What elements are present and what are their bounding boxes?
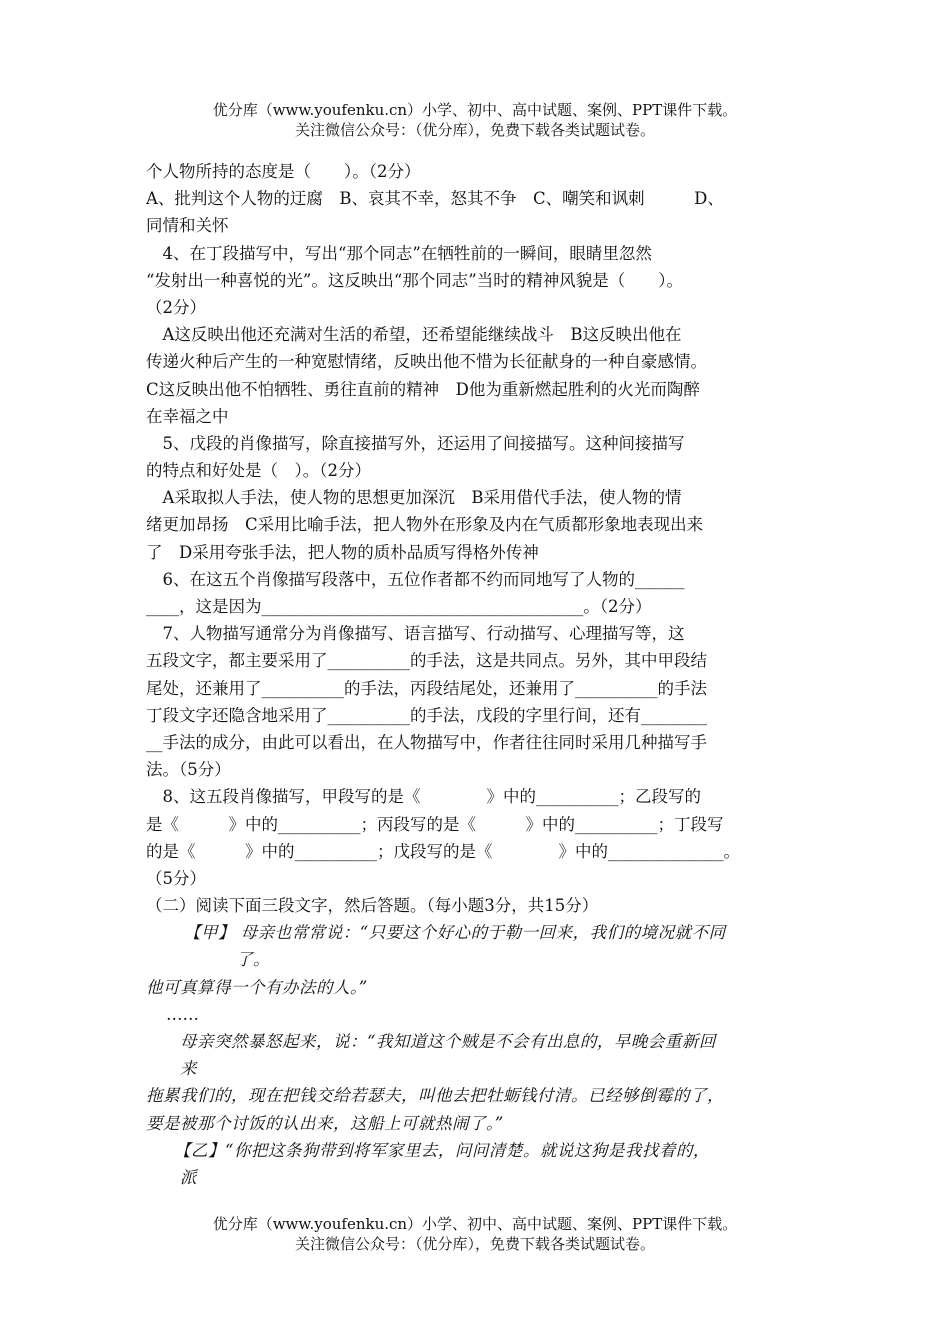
- text-line: （5分）: [146, 868, 206, 888]
- passage-line: 他可真算得一个有办法的人。”: [146, 977, 368, 997]
- passage-yi-line: 【乙】“你把这条狗带到将军家里去，问问清楚。就说这狗是我找着的，: [174, 1140, 710, 1160]
- text-line: （2分）: [146, 297, 206, 317]
- text-line: ____，这是因为_______________________________________。（2分）: [146, 597, 652, 616]
- footer-line-1: 优分库（www.youfenku.cn）小学、初中、高中试题、案例、PPT课件下载。: [212, 1215, 738, 1233]
- passage-yi-label: 【乙】: [174, 1140, 225, 1160]
- text-line: A、批判这个人物的迂腐 B、哀其不幸，怒其不争 C、嘲笑和讽刺 D、: [146, 189, 724, 209]
- text-line: 绪更加昂扬 C采用比喻手法，把人物外在形象及内在气质都形象地表现出来: [146, 515, 704, 535]
- text-line: 的是《 》中的__________；戊段写的是《 》中的______________。: [146, 841, 740, 861]
- ellipsis: ……: [166, 1004, 199, 1024]
- passage-line: 派: [180, 1167, 197, 1187]
- text-line: 法。（5分）: [146, 760, 231, 780]
- text-line: 传递火种后产生的一种宽慰情绪，反映出他不惜为长征献身的一种自豪感情。: [146, 352, 707, 372]
- text-line: 个人物所持的态度是（ ）。（2分）: [146, 162, 421, 181]
- footer-line-2: 关注微信公众号：（优分库），免费下载各类试题试卷。: [294, 1235, 655, 1253]
- question-7: 7、人物描写通常分为肖像描写、语言描写、行动描写、心理描写等，这: [146, 624, 685, 644]
- passage-line: 了。: [236, 950, 270, 970]
- text-line: A这反映出他还充满对生活的希望，还希望能继续战斗 B这反映出他在: [146, 325, 682, 345]
- question-4: 4、在丁段描写中，写出“那个同志”在牺牲前的一瞬间，眼睛里忽然: [146, 243, 652, 263]
- header-line-1: 优分库（www.youfenku.cn）小学、初中、高中试题、案例、PPT课件下载。: [212, 101, 738, 119]
- header-line-2: 关注微信公众号：（优分库），免费下载各类试题试卷。: [294, 121, 655, 139]
- passage-line: 要是被那个讨饭的认出来，这船上可就热闹了。”: [146, 1113, 504, 1133]
- text-line: 五段文字，都主要采用了__________的手法，这是共同点。另外，其中甲段结: [146, 651, 707, 671]
- text-line: 同情和关怀: [146, 216, 229, 236]
- passage-line: 来: [180, 1059, 197, 1079]
- text-line: 了 D采用夸张手法，把人物的质朴品质写得格外传神: [146, 542, 539, 562]
- passage-line: 拖累我们的，现在把钱交给若瑟夫，叫他去把牡蛎钱付清。已经够倒霉的了，: [146, 1086, 724, 1106]
- text-line: C这反映出他不怕牺牲、勇往直前的精神 D他为重新燃起胜利的火光而陶醉: [146, 379, 700, 399]
- text-line: 的特点和好处是（ ）。（2分）: [146, 461, 371, 481]
- page-header: [0, 100, 950, 140]
- question-6: 6、在这五个肖像描写段落中，五位作者都不约而同地写了人物的______: [146, 569, 685, 589]
- text-line: 丁段文字还隐含地采用了__________的手法，戊段的字里行间，还有________: [146, 705, 707, 725]
- text-line: 是《 》中的__________；丙段写的是《 》中的__________；丁段写: [146, 814, 724, 834]
- passage-jia-label: 【甲】: [184, 923, 235, 943]
- text-line: A采取拟人手法，使人物的思想更加深沉 B采用借代手法，使人物的情: [146, 488, 682, 508]
- passage-line: 母亲突然暴怒起来，说：“我知道这个贼是不会有出息的，早晚会重新回: [180, 1032, 716, 1051]
- document-body: [146, 158, 812, 1191]
- question-5: 5、戊段的肖像描写，除直接描写外，还运用了间接描写。这种间接描写: [146, 433, 685, 453]
- text-line: __手法的成分，由此可以看出，在人物描写中，作者往往同时采用几种描写手: [146, 732, 707, 752]
- question-8: 8、这五段肖像描写，甲段写的是《 》中的__________；乙段写的: [146, 787, 701, 807]
- text-line: 在幸福之中: [146, 406, 229, 426]
- passage-jia-line: 【甲】 母亲也常常说：“只要这个好心的于勒一回来，我们的境况就不同: [184, 923, 726, 943]
- section-heading: （二）阅读下面三段文字，然后答题。（每小题3分，共15分）: [146, 896, 599, 916]
- text-line: 尾处，还兼用了__________的手法，丙段结尾处，还兼用了__________的手法: [146, 678, 707, 698]
- page-footer: [0, 1214, 950, 1254]
- text-line: “发射出一种喜悦的光”。这反映出“那个同志”当时的精神风貌是（ ）。: [146, 270, 683, 290]
